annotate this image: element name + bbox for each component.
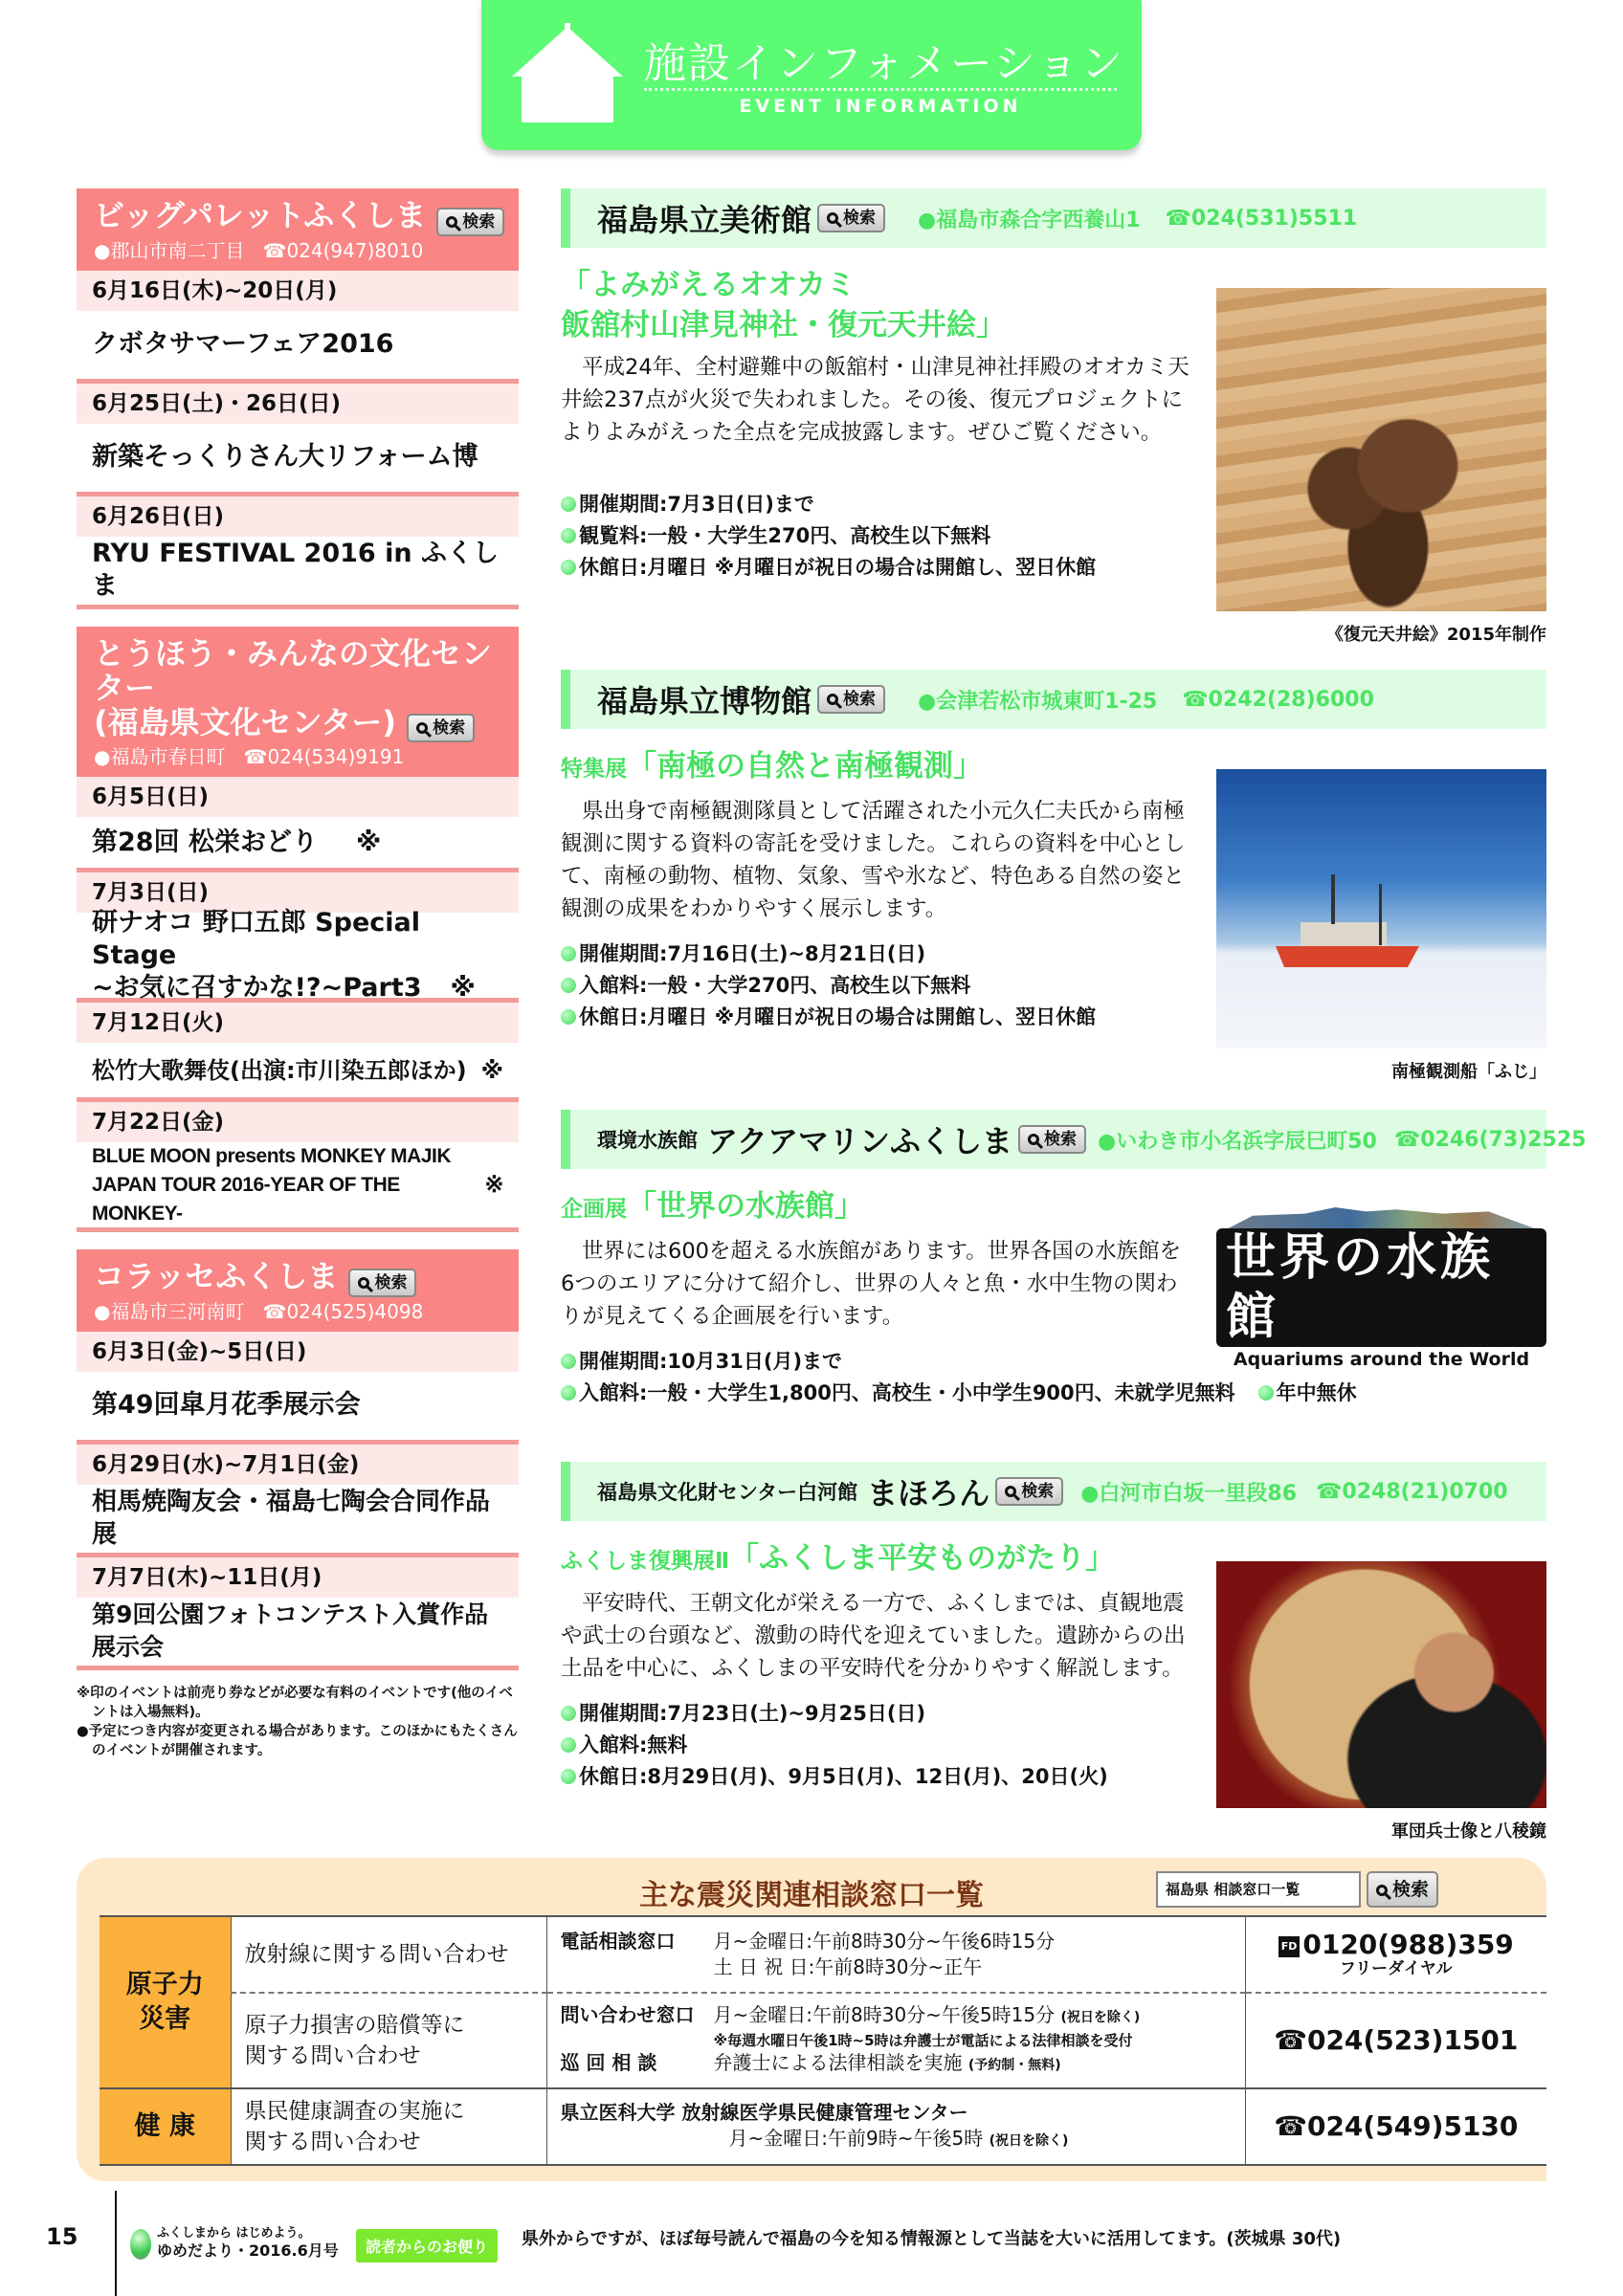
venue-name: とうほう・みんなの文化センター [94, 634, 493, 706]
facility-header [561, 670, 1546, 729]
header-subtitle: EVENT INFORMATION [739, 96, 1022, 117]
free-dial-icon: FD [1278, 1936, 1301, 1957]
logo-title-en: Aquariums around the World [1233, 1349, 1530, 1370]
facility-history-museum [561, 670, 1546, 1082]
exhibit-description: 平成24年、全村避難中の飯舘村・山津見神社拝殿のオオカミ天井絵237点が火災で失われました。その後、復元プロジェクトによりよみがえった全点を完成披露します。ぜひご覧ください。 [561, 355, 1189, 445]
event-date: 6月26日(日) [77, 497, 519, 537]
event-date: 7月7日(木)~11日(月) [77, 1557, 519, 1598]
facility-tel: ☎024(531)5511 [1165, 206, 1358, 231]
note-change: ●予定につき内容が変更される場合があります。このほかにもたくさんのイベントが開催されます。 [77, 1723, 518, 1758]
venue-header [77, 188, 519, 271]
page-number: 15 [46, 2223, 78, 2250]
search-button[interactable]: 検索 [348, 1269, 416, 1297]
table-row [100, 1916, 1546, 1993]
event-title: BLUE MOON presents MONKEY MAJIK JAPAN TOUR 2016-YEAR OF THE MONKEY- ※ [77, 1142, 519, 1232]
consultation-title: 主な震災関連相談窓口一覧 [639, 1879, 984, 1912]
header-divider [644, 88, 1117, 91]
event-date: 6月29日(水)~7月1日(金) [77, 1445, 519, 1485]
event-title: RYU FESTIVAL 2016 in ふくしま [77, 537, 519, 609]
exhibit-info: 開催期間:7月23日(土)~9月25日(日) 入館料:無料 休館日:8月29日(月)、9月5日(月)、12日(月)、20日(火) [561, 1698, 1546, 1793]
event-title: 第49回皐月花季展示会 [77, 1372, 519, 1445]
facility-name: まほろん [867, 1475, 990, 1512]
facility-type: 福島県文化財センター白河館 [597, 1481, 858, 1504]
reader-letter-badge: 読者からのお便り [356, 2229, 498, 2263]
logo-title-jp: 世界の水族館 [1216, 1228, 1546, 1347]
section-header [481, 0, 1142, 150]
house-icon [510, 23, 625, 122]
topic-cell: 放射線に関する問い合わせ [231, 1916, 546, 1993]
exhibit-info: 開催期間:10月31日(月)まで 入館料:一般・大学生1,800円、高校生・小中学生900円、未就学児無料 年中無休 [561, 1346, 1546, 1409]
exhibit-info: 開催期間:7月16日(土)~8月21日(日) 入館料:一般・大学270円、高校生以下無料 休館日:月曜日 ※月曜日が祝日の場合は開館し、翌日休館 [561, 938, 1546, 1033]
wolf-painting-image [1216, 288, 1546, 611]
facility-header [561, 188, 1546, 248]
venue-tel: ☎024(947)8010 [262, 238, 424, 262]
search-button[interactable]: 検索 [1018, 1125, 1086, 1154]
exhibit-description: 世界には600を超える水族館があります。世界各国の水族館を6つのエリアに分けて紹介し、世界の人々と魚・水中生物の関わりが見えてくる企画展を行います。 [561, 1239, 1182, 1329]
aquariums-logo [1216, 1207, 1546, 1370]
photo-caption: 軍団兵士像と八稜鏡 [1391, 1821, 1546, 1842]
exhibit-info: 開催期間:7月3日(日)まで 観覧料:一般・大学生270円、高校生以下無料 休館日:月曜日 ※月曜日が祝日の場合は開館し、翌日休館 [561, 489, 1546, 584]
facility-aquamarine [561, 1110, 1587, 1409]
search-icon [1005, 1486, 1016, 1497]
search-button[interactable]: 検索 [407, 714, 475, 742]
facility-art-museum [561, 188, 1546, 645]
event-date: 7月12日(火) [77, 1003, 519, 1043]
event-title: 相馬焼陶友会・福島七陶会合同作品展 [77, 1485, 519, 1557]
logo-icon [130, 2229, 151, 2260]
facility-name: 福島県立美術館 [597, 202, 812, 238]
exhibit-title: 特集展「南極の自然と南極観測」 [561, 749, 983, 784]
antarctic-ship-image [1216, 769, 1546, 1049]
consultation-section [77, 1858, 1546, 2181]
notes [77, 1684, 519, 1760]
facility-header [561, 1110, 1587, 1169]
event-date: 7月22日(金) [77, 1102, 519, 1142]
event-date: 6月5日(日) [77, 777, 519, 817]
facility-mahoron [561, 1462, 1546, 1842]
window-cell: 問い合わせ窓口 月~金曜日:午前8時30分~午後5時15分 (祝日を除く) ※毎週水曜日午後1時~5時は弁護士が電話による法律相談を受付 巡 回 相 談 弁護士による法律相談を実施 (予約制・無料) [546, 1993, 1245, 2088]
facility-type: 環境水族館 [597, 1129, 698, 1152]
event-date: 6月16日(木)~20日(月) [77, 271, 519, 311]
exhibit-title: 「よみがえるオオカミ 飯舘村山津見神社・復元天井絵」 [561, 268, 1006, 342]
header-title: 施設インフォメーション [644, 39, 1125, 88]
search-button[interactable]: 検索 [817, 204, 885, 232]
window-cell: 電話相談窓口 月~金曜日:午前8時30分~午後6時15分 土 日 祝 日:午前8時30分~正午 [546, 1916, 1245, 1993]
event-date: 6月3日(金)~5日(日) [77, 1332, 519, 1372]
divider [115, 2191, 117, 2296]
facility-name: アクアマリンふくしま [707, 1123, 1013, 1159]
exhibit-description: 平安時代、王朝文化が栄える一方で、ふくしまでは、貞観地震や武士の台頭など、激動の時代を迎えていました。遺跡からの出土品を中心に、ふくしまの平安時代を分かりやすく解説します。 [561, 1591, 1186, 1681]
photo [1216, 288, 1546, 646]
search-button[interactable]: 検索 [1367, 1871, 1438, 1908]
paid-mark: ※ [484, 1171, 503, 1198]
venue-name-sub: (福島県文化センター) [94, 703, 396, 740]
search-icon [827, 212, 838, 224]
facility-name: 福島県立博物館 [597, 683, 812, 719]
venue-address: ●福島市三河南町 ☎024(525)4098 [94, 1299, 424, 1323]
search-icon [358, 1277, 369, 1289]
event-title: 第28回 松栄おどり ※ [77, 817, 519, 872]
window-cell: 県立医科大学 放射線医学県民健康管理センター 月~金曜日:午前9時~午後5時 (祝日を除く) [546, 2088, 1245, 2165]
exhibit-title: 企画展「世界の水族館」 [561, 1189, 864, 1224]
search-icon [1028, 1134, 1039, 1145]
consultation-table [100, 1915, 1546, 2166]
facility-address: ●いわき市小名浜字辰巳町50 [1098, 1129, 1377, 1154]
soldier-statue-image [1216, 1561, 1546, 1808]
topic-cell: 原子力損害の賠償等に 関する問い合わせ [231, 1993, 546, 2088]
paid-mark: ※ [480, 1056, 503, 1084]
facility-address: ●会津若松市城東町1-25 [918, 689, 1158, 714]
paid-mark: ※ [355, 827, 382, 857]
venue-column [77, 188, 519, 1760]
event-title: 新築そっくりさん大リフォーム博 [77, 424, 519, 497]
category-cell: 原子力 災害 [100, 1916, 231, 2088]
event-title: 第9回公園フォトコンテスト入賞作品展示会 [77, 1598, 519, 1670]
phone-cell: ☎024(549)5130 [1245, 2088, 1546, 2165]
venue-header [77, 627, 519, 778]
note-paid: ※印のイベントは前売り券などが必要な有料のイベントです(他のイベントは入場無料)。 [77, 1685, 513, 1720]
exhibit-title: ふくしま復興展Ⅱ「ふくしま平安ものがたり」 [561, 1541, 1116, 1576]
venue-collasse-fukushima [77, 1249, 519, 1670]
photo [1216, 769, 1546, 1083]
search-button[interactable]: 検索 [995, 1477, 1063, 1506]
event-date: 6月25日(土)・26日(日) [77, 384, 519, 424]
brand: ふくしまから はじめよう。 ゆめだより・2016.6月号 [157, 2226, 339, 2260]
event-title: 松竹大歌舞伎(出演:市川染五郎ほか) ※ [77, 1043, 519, 1102]
table-row [100, 1993, 1546, 2088]
aquarium-buildings-illustration [1229, 1207, 1535, 1228]
topic-cell: 県民健康調査の実施に 関する問い合わせ [231, 2088, 546, 2165]
search-button[interactable]: 検索 [436, 208, 504, 236]
venue-toho-culture-center [77, 627, 519, 1233]
search-input[interactable]: 福島県 相談窓口一覧 [1156, 1871, 1361, 1908]
venue-header [77, 1249, 519, 1332]
table-row [100, 2088, 1546, 2165]
event-title: クボタサマーフェア2016 [77, 311, 519, 384]
facility-header [561, 1462, 1546, 1521]
photo-caption: 《復元天井絵》2015年制作 [1325, 625, 1546, 645]
page-footer [0, 2191, 1623, 2296]
reader-letter: 県外からですが、ほぼ毎号読んで福島の今を知る情報源として当誌を大いに活用してます。(茨城県 30代) [522, 2229, 1342, 2249]
search-icon [827, 694, 838, 705]
category-cell: 健 康 [100, 2088, 231, 2165]
venue-tel: ☎024(525)4098 [262, 1299, 424, 1323]
search-icon [446, 216, 457, 228]
facility-tel: ☎0242(28)6000 [1182, 687, 1374, 712]
venue-address: ●福島市春日町 ☎024(534)9191 [94, 745, 405, 768]
venue-tel: ☎024(534)9191 [243, 745, 405, 768]
photo [1216, 1561, 1546, 1843]
facility-address: ●白河市白坂一里段86 [1080, 1481, 1297, 1506]
search-icon [416, 722, 428, 734]
search-button[interactable]: 検索 [817, 685, 885, 714]
venue-big-palette [77, 188, 519, 609]
facility-tel: ☎0246(73)2525 [1393, 1127, 1587, 1152]
exhibit-description: 県出身で南極観測隊員として活躍された小元久仁夫氏から南極観測に関する資料の寄託を受けました。これらの資料を中心として、南極の動物、植物、気象、雪や氷など、特色ある自然の姿と観測の成果をわかりやすく展示します。 [561, 799, 1186, 921]
consultation-search [1156, 1871, 1438, 1908]
event-date: 7月3日(日) [77, 872, 519, 913]
facility-tel: ☎0248(21)0700 [1316, 1479, 1508, 1504]
venue-name: コラッセふくしま [94, 1258, 339, 1294]
venue-name: ビッグパレットふくしま [94, 197, 427, 233]
facility-address: ●福島市森合字西養山1 [918, 208, 1141, 232]
paid-mark: ※ [450, 972, 476, 1003]
phone-cell: FD 0120(988)359 フリーダイヤル [1245, 1916, 1546, 1993]
phone-cell: ☎024(523)1501 [1245, 1993, 1546, 2088]
event-title: 研ナオコ 野口五郎 Special Stage ~お気に召すかな!?~Part3 ※ [77, 913, 519, 1003]
photo-caption: 南極観測船「ふじ」 [1391, 1062, 1546, 1082]
search-icon [1376, 1885, 1388, 1896]
venue-address: ●郡山市南二丁目 ☎024(947)8010 [94, 238, 424, 262]
